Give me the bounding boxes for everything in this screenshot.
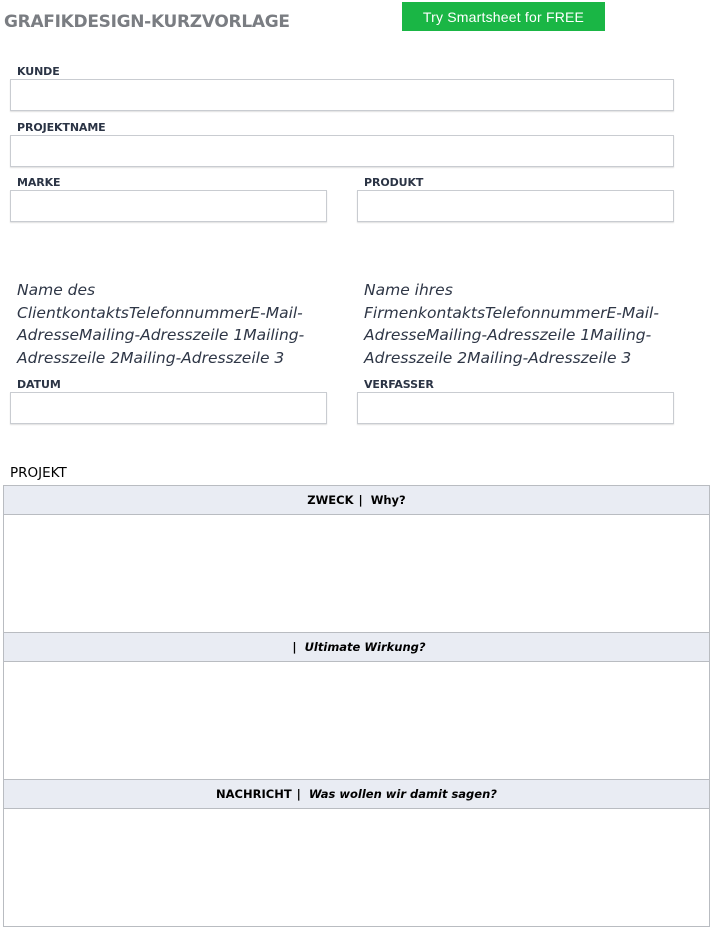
nachricht-question: Was wollen wir damit sagen? [308, 787, 497, 801]
marke-field[interactable] [10, 190, 327, 222]
projekt-heading: PROJEKT [10, 465, 67, 481]
try-smartsheet-button[interactable]: Try Smartsheet for FREE [402, 2, 605, 31]
wirkung-question: Ultimate Wirkung? [304, 640, 426, 654]
verfasser-label: VERFASSER [364, 378, 434, 391]
verfasser-field[interactable] [357, 392, 674, 424]
nachricht-header [4, 780, 709, 809]
nachricht-separator: | [296, 787, 301, 801]
zweck-separator: | [358, 493, 363, 507]
page-title: GRAFIKDESIGN-KURZVORLAGE [4, 12, 290, 32]
company-contact-block: Name ihres FirmenkontaktsTelefonnummerE-Mail-AdresseMailing-Adresszeile 1Mailing-Adresszeile 2Mailing-Adresszeile 3 [364, 281, 659, 367]
client-contact-block: Name des ClientkontaktsTelefonnummerE-Mail-AdresseMailing-Adresszeile 1Mailing-Adresszeile 2Mailing-Adresszeile 3 [17, 281, 305, 367]
kunde-label: KUNDE [17, 65, 60, 78]
produkt-field[interactable] [357, 190, 674, 222]
marke-label: MARKE [17, 176, 61, 189]
wirkung-separator: | [292, 640, 297, 654]
zweck-content[interactable] [4, 515, 709, 633]
wirkung-content[interactable] [4, 662, 709, 780]
wirkung-header [4, 633, 709, 662]
projektname-field[interactable] [10, 135, 674, 167]
brief-table [3, 485, 710, 927]
datum-field[interactable] [10, 392, 327, 424]
nachricht-content[interactable] [4, 809, 709, 927]
zweck-question: Why? [370, 493, 406, 507]
datum-label: DATUM [17, 378, 61, 391]
kunde-field[interactable] [10, 79, 674, 111]
projektname-label: PROJEKTNAME [17, 121, 106, 134]
nachricht-key: NACHRICHT [216, 787, 292, 801]
zweck-key: ZWECK [307, 493, 354, 507]
produkt-label: PRODUKT [364, 176, 424, 189]
zweck-header [4, 486, 709, 515]
